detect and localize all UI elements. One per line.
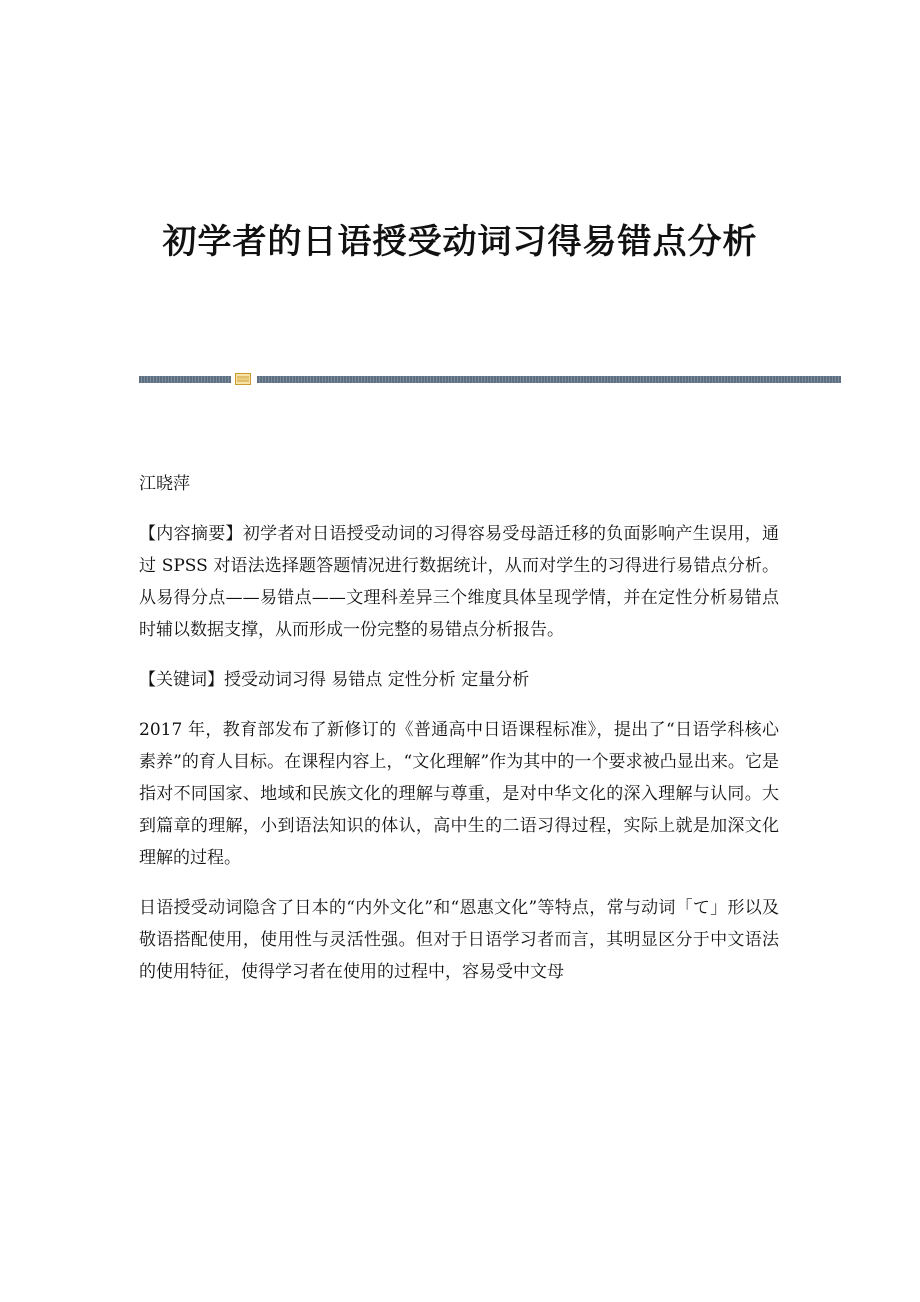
- document-title: 初学者的日语授受动词习得易错点分析: [162, 222, 758, 262]
- author-name: 江晓萍: [139, 474, 190, 494]
- keywords-label: 【关键词】: [139, 670, 224, 690]
- divider-bar-right: [257, 376, 841, 383]
- keywords-paragraph: [139, 664, 779, 696]
- title-divider: [139, 373, 841, 385]
- abstract-text: 初学者对日语授受动词的习得容易受母語迁移的负面影响产生误用，通过 SPSS 对语法选择题答题情况进行数据统计，从而对学生的习得进行易错点分析。从易得分点——易错点——文理科差异三个维度具体呈现学情，并在定性分析易错点时辅以数据支撑，从而形成一份完整的易错点分析报告。: [139, 524, 780, 640]
- abstract-label: 【内容摘要】: [139, 524, 243, 544]
- body-paragraph: 2017 年，教育部发布了新修订的《普通高中日语课程标准》，提出了“日语学科核心素养”的育人目标。在课程内容上，“文化理解”作为其中的一个要求被凸显出来。它是指对不同国家、地域和民族文化的理解与尊重，是对中华文化的深入理解与认同。大到篇章的理解，小到语法知识的体认，高中生的二语习得过程，实际上就是加深文化理解的过程。: [139, 720, 779, 868]
- keywords-text: 授受动词习得 易错点 定性分析 定量分析: [224, 670, 530, 690]
- abstract-paragraph: [139, 518, 779, 646]
- divider-bar-left: [139, 376, 231, 383]
- document-body: [139, 468, 779, 1006]
- body-paragraph: 日语授受动词隐含了日本的“内外文化”和“恩惠文化”等特点，常与动词「て」形以及敬语搭配使用，使用性与灵活性强。但对于日语学习者而言，其明显区分于中文语法的使用特征，使得学习者在使用的过程中，容易受中文母: [139, 898, 779, 982]
- divider-ornament-icon: [235, 373, 251, 385]
